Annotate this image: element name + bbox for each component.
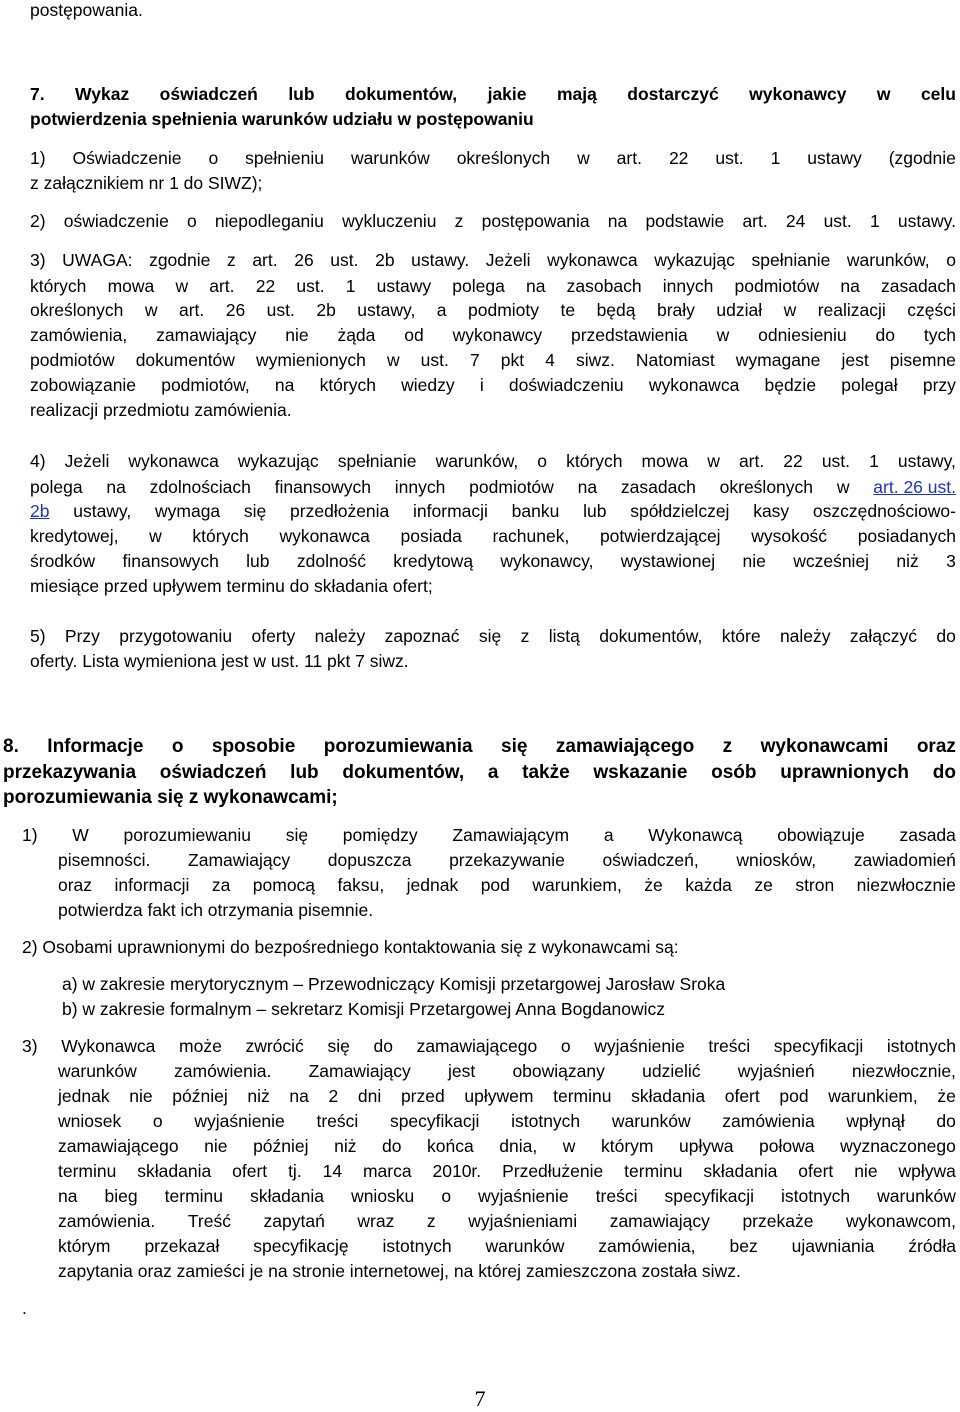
- s7-item4-line: polega na zdolnościach finansowych innych podmiotów na zasadach określonych w art. 26 ust.: [30, 477, 956, 497]
- s7-item4-line: 2b ustawy, wymaga się przedłożenia informacji banku lub spółdzielczej kasy oszczędnościowo-: [30, 501, 956, 521]
- s7-item1-line: z załącznikiem nr 1 do SIWZ);: [30, 173, 263, 193]
- article-link[interactable]: art. 26 ust.: [873, 477, 956, 497]
- article-link[interactable]: 2b: [30, 501, 50, 521]
- s8-heading-line: przekazywania oświadczeń lub dokumentów, a także wskazanie osób uprawnionych do: [3, 762, 956, 783]
- page-number: 7: [474, 1386, 486, 1411]
- stray-dot: .: [22, 1298, 27, 1318]
- s7-item3-line: określonych w art. 26 ust. 2b ustawy, a podmioty te będą brały udział w realizacji części: [30, 300, 956, 320]
- s7-item3-line: których mowa w art. 22 ust. 1 ustawy polega na zasobach innych podmiotów na zasadach: [30, 276, 956, 296]
- s7-item3-line: zamówienia, zamawiający nie żąda od wykonawcy przedstawienia w odniesieniu do tych: [30, 325, 956, 345]
- s8-point1-line: oraz informacji za pomocą faksu, jednak pod warunkiem, że każda ze stron niezwłocznie: [58, 875, 956, 895]
- s7-item3-line: podmiotów dokumentów wymienionych w ust. 7 pkt 4 siwz. Natomiast wymagane jest pisemne: [30, 350, 956, 370]
- s8-heading-line: porozumiewania się z wykonawcami;: [3, 787, 338, 808]
- s7-heading-line: 7. Wykaz oświadczeń lub dokumentów, jakie mają dostarczyć wykonawcy w celu: [30, 84, 956, 104]
- s7-item3-line: 3) UWAGA: zgodnie z art. 26 ust. 2b ustawy. Jeżeli wykonawca wykazując spełnianie warunków, o: [30, 250, 956, 270]
- s8-point2b-line: b) w zakresie formalnym – sekretarz Komisji Przetargowej Anna Bogdanowicz: [62, 999, 666, 1019]
- s8-point3-line: wniosek o wyjaśnienie treści specyfikacji istotnych warunków zamówienia wpłynął do: [58, 1111, 956, 1131]
- previous-section-tail: postępowania.: [30, 0, 143, 20]
- s8-point3-line: zamawiającego nie później niż do końca dnia, w którym upływa połowa wyznaczonego: [58, 1136, 956, 1156]
- s8-point1-line: 1) W porozumiewaniu się pomiędzy Zamawiającym a Wykonawcą obowiązuje zasada: [22, 825, 956, 845]
- s7-heading-line: potwierdzenia spełnienia warunków udziału w postępowaniu: [30, 109, 534, 129]
- s8-point3-line: zapytania oraz zamieści je na stronie internetowej, na której zamieszczona została siwz.: [58, 1261, 741, 1281]
- s7-item4-line: środków finansowych lub zdolność kredytową wykonawcy, wystawionej nie wcześniej niż 3: [30, 551, 956, 571]
- s8-point1-line: potwierdza fakt ich otrzymania pisemnie.: [58, 900, 374, 920]
- s8-point3-line: którym przekazał specyfikację istotnych warunków zamówienia, bez ujawniania źródła: [58, 1236, 956, 1256]
- s7-item5-line: oferty. Lista wymieniona jest w ust. 11 pkt 7 siwz.: [30, 651, 409, 671]
- s8-point2a-line: a) w zakresie merytorycznym – Przewodniczący Komisji przetargowej Jarosław Sroka: [62, 974, 726, 994]
- s8-point3-line: terminu składania ofert tj. 14 marca 2010r. Przedłużenie terminu składania ofert nie wpływa: [58, 1161, 956, 1181]
- s8-point3-line: warunków zamówienia. Zamawiający jest obowiązany udzielić wyjaśnień niezwłocznie,: [58, 1061, 956, 1081]
- s8-point2-line: 2) Osobami uprawnionymi do bezpośredniego kontaktowania się z wykonawcami są:: [22, 937, 679, 957]
- s8-point1-line: pisemności. Zamawiający dopuszcza przekazywanie oświadczeń, wniosków, zawiadomień: [58, 850, 956, 870]
- s8-point3-line: 3) Wykonawca może zwrócić się do zamawiającego o wyjaśnienie treści specyfikacji istotnych: [22, 1036, 956, 1056]
- s8-heading-line: 8. Informacje o sposobie porozumiewania się zamawiającego z wykonawcami oraz: [3, 736, 956, 757]
- s7-item2-line: 2) oświadczenie o niepodleganiu wykluczeniu z postępowania na podstawie art. 24 ust. 1 ustawy.: [30, 211, 956, 231]
- s7-item3-line: realizacji przedmiotu zamówienia.: [30, 400, 292, 420]
- s8-point3-line: na bieg terminu składania wniosku o wyjaśnienie treści specyfikacji istotnych warunków: [58, 1186, 956, 1206]
- s7-item1-line: 1) Oświadczenie o spełnieniu warunków określonych w art. 22 ust. 1 ustawy (zgodnie: [30, 148, 956, 168]
- s7-item3-line: zobowiązanie podmiotów, na których wiedzy i doświadczeniu wykonawca będzie polegał przy: [30, 375, 956, 395]
- s7-item5-line: 5) Przy przygotowaniu oferty należy zapoznać się z listą dokumentów, które należy załączyć do: [30, 626, 956, 646]
- s7-item4-line: 4) Jeżeli wykonawca wykazując spełnianie warunków, o których mowa w art. 22 ust. 1 ustawy,: [30, 451, 956, 471]
- s7-item4-line: kredytowej, w których wykonawca posiada rachunek, potwierdzającej wysokość posiadanych: [30, 526, 956, 546]
- s8-point3-line: zamówienia. Treść zapytań wraz z wyjaśnieniami zamawiający przekaże wykonawcom,: [58, 1211, 956, 1231]
- s8-point3-line: jednak nie później niż na 2 dni przed upływem terminu składania ofert pod warunkiem, że: [58, 1086, 956, 1106]
- s7-item4-line: miesiące przed upływem terminu do składania ofert;: [30, 576, 433, 596]
